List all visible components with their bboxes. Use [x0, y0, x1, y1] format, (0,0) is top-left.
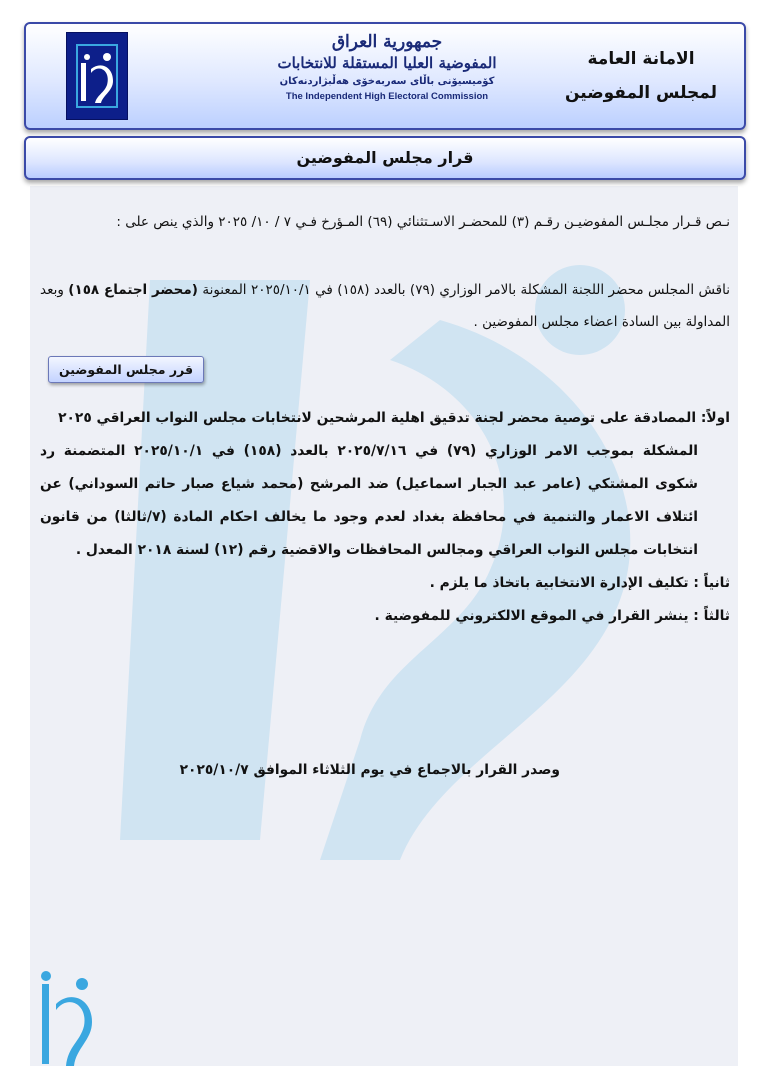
intro-paragraph: نـص قـرار مجلـس المفوضيـن رقـم (٣) للمحضـر الاسـتثنائي (٦٩) المـؤرخ فـي ٧ / ١٠/ ٢٠٢٥ والذي ينص على : — [116, 214, 730, 230]
meeting-minutes-ref: (محضر اجتماع ١٥٨) — [68, 282, 198, 298]
secretariat-line-2: لمجلس المفوضين — [564, 83, 718, 103]
decision-item-2: ثانياً : تكليف الإدارة الانتخابية باتخاذ ما يلزم . — [429, 575, 730, 591]
commission-emblem-text — [262, 32, 512, 104]
decision-1-continuation: المشكلة بموجب الامر الوزاري (٧٩) في ٢٠٢٥/٧/١٦ بالعدد (١٥٨) في ٢٠٢٥/١٠/١ المتضمنة رد شكوى المشتكي (عامر عبد الجبار اسماعيل) ضد المرشح (محمد شياع صبار حاتم السوداني) عن ائتلاف الاعمار والتنمية في محافظة بغداد لعدم وجود ما يخالف احكام المادة (٧/ثالثا) من قانون انتخابات مجلس النواب العراقي ومجالس المحافظات والاقضية رقم (١٢) لسنة ٢٠١٨ المعدل . — [40, 443, 699, 558]
commission-arabic-name: المفوضية العليا المستقلة للانتخابات — [277, 54, 497, 72]
decision-item-3: ثالثاً : ينشر القرار في الموقع الالكتروني للمفوضية . — [374, 608, 730, 624]
header-panel — [24, 22, 746, 130]
document-body — [40, 206, 730, 633]
secretariat-title — [556, 42, 726, 110]
ihec-logo-icon — [66, 32, 128, 120]
commission-english-name: The Independent High Electoral Commission — [285, 91, 489, 102]
commission-kurdish-name: كۆمیسیۆنی باڵای سەربەخۆی هەڵبژاردنەکان — [279, 76, 495, 87]
discussion-paragraph — [40, 274, 730, 338]
republic-of-iraq-text: جمهورية العراق — [331, 32, 443, 52]
discussion-text: ناقش المجلس محضر اللجنة المشكلة بالامر الوزاري (٧٩) بالعدد (١٥٨) في ٢٠٢٥/١٠/١ المعنونة — [202, 282, 731, 298]
corner-logo-icon — [38, 970, 94, 1070]
decision-1-lead: اولاً: المصادقة على توصية محضر لجنة تدقيق اهلية المرشحين لانتخابات مجلس النواب العراقي ٢٠٢٥ — [58, 410, 730, 426]
decisions-list — [40, 402, 730, 633]
secretariat-line-1: الامانة العامة — [587, 49, 695, 69]
decision-item-1 — [40, 402, 730, 567]
discussion-tail: وبعد المداولة بين السادة اعضاء مجلس المفوضين . — [40, 282, 730, 330]
document-title: قرار مجلس المفوضين — [24, 136, 746, 180]
closing-statement: وصدر القرار بالاجماع في يوم الثلاثاء الموافق ٢٠٢٥/١٠/٧ — [179, 762, 560, 778]
decision-label-badge: قرر مجلس المفوضين — [48, 356, 204, 383]
